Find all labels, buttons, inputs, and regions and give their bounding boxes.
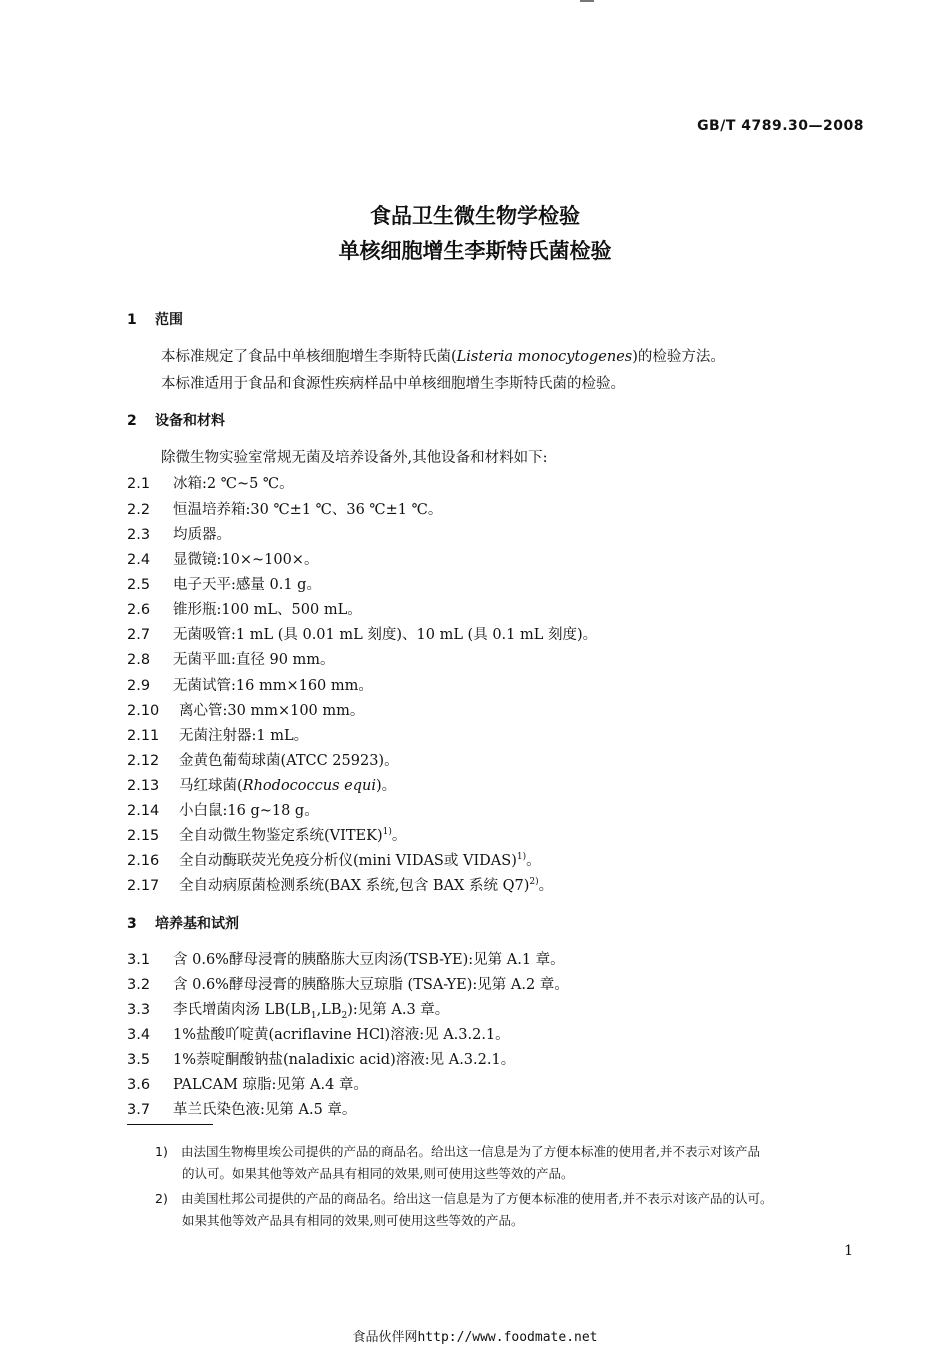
- footnote-2-cont: 如果其他等效产品具有相同的效果,则可使用这些等效的产品。: [182, 1213, 524, 1228]
- list-item: 3.1 含 0.6%酵母浸膏的胰酪胨大豆肉汤(TSB-YE):见第 A.1 章。: [127, 952, 565, 968]
- scan-artifact: [580, 0, 594, 2]
- section-title: 范围: [155, 312, 183, 328]
- page-number: 1: [844, 1243, 853, 1259]
- list-item: 2.11 无菌注射器:1 mL。: [127, 728, 309, 744]
- section-1-heading: [127, 309, 183, 329]
- section-title: 培养基和试剂: [155, 916, 239, 932]
- watermark-url: 食品伙伴网http://www.foodmate.net: [352, 1330, 598, 1345]
- section-number: 1: [127, 312, 137, 328]
- list-item: 2.10 离心管:30 mm×100 mm。: [127, 703, 365, 719]
- list-item: 2.3 均质器。: [127, 527, 231, 543]
- list-item: 2.2 恒温培养箱:30 ℃±1 ℃、36 ℃±1 ℃。: [127, 502, 443, 518]
- scope-paragraph-1: 本标准规定了食品中单核细胞增生李斯特氏菌(Listeria monocytogenes)的检验方法。: [161, 349, 725, 365]
- list-item: 2.14 小白鼠:16 g~18 g。: [127, 803, 319, 819]
- list-item: 3.5 1%萘啶酮酸钠盐(naladixic acid)溶液:见 A.3.2.1。: [127, 1052, 516, 1068]
- footnote-2: 2) 由美国杜邦公司提供的产品的商品名。给出这一信息是为了方便本标准的使用者,并不表示对该产品的认可。: [155, 1191, 773, 1206]
- list-item: 2.1 冰箱:2 ℃~5 ℃。: [127, 476, 294, 492]
- list-item: 3.4 1%盐酸吖啶黄(acriflavine HCl)溶液:见 A.3.2.1。: [127, 1027, 510, 1043]
- title-line-2: 单核细胞增生李斯特氏菌检验: [338, 239, 612, 263]
- list-item: 2.7 无菌吸管:1 mL (具 0.01 mL 刻度)、10 mL (具 0.1 mL 刻度)。: [127, 627, 598, 643]
- footnote-ref: 1): [382, 827, 392, 838]
- list-item: 3.7 革兰氏染色液:见第 A.5 章。: [127, 1102, 357, 1118]
- scope-paragraph-2: 本标准适用于食品和食源性疾病样品中单核细胞增生李斯特氏菌的检验。: [161, 376, 625, 392]
- list-item: 2.17 全自动病原菌检测系统(BAX 系统,包含 BAX 系统 Q7)$^{2)}$。: [127, 877, 554, 894]
- list-item: 2.15 全自动微生物鉴定系统(VITEK)$^{1)}$。: [127, 827, 407, 844]
- equipment-intro: 除微生物实验室常规无菌及培养设备外,其他设备和材料如下:: [161, 450, 548, 466]
- list-item: 3.2 含 0.6%酵母浸膏的胰酪胨大豆琼脂 (TSA-YE):见第 A.2 章。: [127, 977, 569, 993]
- list-item: 2.16 全自动酶联荧光免疫分析仪(mini VIDAS或 VIDAS)$^{1)}$。: [127, 852, 541, 869]
- list-item: 2.4 显微镜:10×~100×。: [127, 552, 319, 568]
- list-item: 3.3 李氏增菌肉汤 $LB(LB_1,LB_2)$:见第 A.3 章。: [127, 1002, 450, 1021]
- standard-code: GB/T 4789.30—2008: [697, 118, 864, 134]
- list-item: 2.13 马红球菌(Rhodococcus equi)。: [127, 778, 397, 794]
- list-item: 2.12 金黄色葡萄球菌(ATCC 25923)。: [127, 753, 399, 769]
- list-item: 3.6 PALCAM 琼脂:见第 A.4 章。: [127, 1077, 368, 1093]
- section-number: 3: [127, 916, 137, 932]
- list-item: 2.6 锥形瓶:100 mL、500 mL。: [127, 602, 362, 618]
- latin-name: Rhodococcus equi: [242, 778, 376, 794]
- list-item: 2.8 无菌平皿:直径 90 mm。: [127, 652, 335, 668]
- footnote-divider: [127, 1124, 213, 1125]
- list-item: 2.9 无菌试管:16 mm×160 mm。: [127, 678, 373, 694]
- title-line-1: 食品卫生微生物学检验: [370, 204, 580, 228]
- footnote-1-cont: 的认可。如果其他等效产品具有相同的效果,则可使用这些等效的产品。: [182, 1166, 574, 1181]
- latin-name: Listeria monocytogenes: [456, 349, 633, 365]
- footnote-ref: 1): [516, 852, 527, 863]
- list-item: 2.5 电子天平:感量 0.1 g。: [127, 577, 321, 593]
- section-3-heading: [127, 913, 239, 933]
- section-number: 2: [127, 413, 137, 429]
- footnote-1: 1) 由法国生物梅里埃公司提供的产品的商品名。给出这一信息是为了方便本标准的使用者,并不表示对该产品: [155, 1144, 760, 1159]
- footnote-ref: 2): [529, 877, 539, 888]
- section-2-heading: [127, 410, 225, 430]
- section-title: 设备和材料: [155, 413, 225, 429]
